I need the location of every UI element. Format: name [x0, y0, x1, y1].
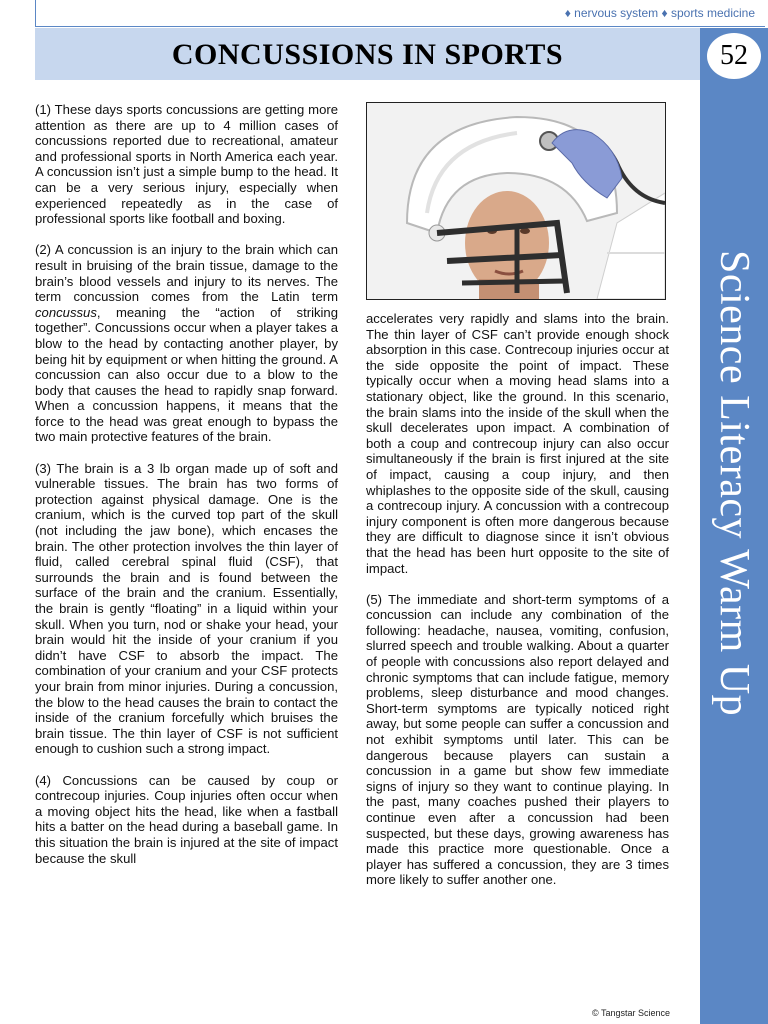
page-title: CONCUSSIONS IN SPORTS [171, 38, 564, 71]
series-title: Science Literacy Warm Up [711, 250, 757, 717]
latin-term: concussus [35, 304, 97, 320]
paragraph-2-text-b: , meaning the “action of striking together”. Concussions occur when a player takes a blow to the head by contacting another player, by being hit by equipment or when hitting the ground. A concussion can also occur due to a blow to the body that causes the head to rapidly snap forward. When a concussion happens, it means that the force to the head was great enough to bypass the two main protective features of the brain. [35, 304, 338, 445]
paragraph-4: (4) Concussions can be caused by coup or contrecoup injuries. Coup injuries often occur when a moving object hits the head, like when a fastball hits a batter on the head during a baseball game. In this situation the brain is injured at the site of impact because the skull [35, 772, 338, 866]
copyright-notice: © Tangstar Science [591, 1008, 670, 1018]
worksheet-number-badge: 52 [707, 33, 761, 79]
paragraph-2-text-a: (2) A concussion is an injury to the brain which can result in bruising of the brain tissue, damage to the brain’s blood vessels and injury to its nerves. The term concussion comes from the Latin term [35, 242, 338, 305]
article-column-right [366, 311, 669, 904]
topic-tags: ♦ nervous system ♦ sports medicine [35, 0, 765, 27]
helmet-examination-illustration [367, 103, 665, 299]
helmet-examination-photo [366, 102, 666, 300]
paragraph-4-continued: accelerates very rapidly and slams into the brain. The thin layer of CSF can’t provide enough shock absorption in this case. Contrecoup injuries occur at the side opposite the point of impact. These typically occur when a moving head slams into a stationary object, like the ground. In this scenario, the brain slams into the inside of the skull when the skull decelerates upon impact. A combination of both a coup and contrecoup injury can also occur simultaneously if the brain is first injured at the site of impact, causing a coup injury, and then whiplashes to the opposite side of the skull, causing a contrecoup injury. A concussion with a contrecoup injury component is often more dangerous because they are difficult to diagnose since it isn’t obvious that the head has been hurt opposite to the site of impact. [366, 311, 669, 576]
article-column-left [35, 102, 338, 882]
paragraph-3: (3) The brain is a 3 lb organ made up of soft and vulnerable tissues. The brain has two forms of protection against physical damage. One is the cranium, which is the curved top part of the skull (not including the jaw bone), which encases the brain. The other protection involves the thin layer of fluid, called cerebral spinal fluid (CSF), that surrounds the brain and is found between the surface of the brain and the cranium. Essentially, the brain is gently “floating” in a liquid within your skull. When you turn, nod or shake your head, your brain would hit the inside of your cranium if you didn’t have CSF to absorb the impact. The combination of your cranium and your CSF protects your brain from minor injuries. During a concussion, the blow to the head causes the brain to contact the inside of the cranium forcefully which bruises the brain tissue. The thin layer of CSF is not sufficient enough to cushion such a strong impact. [35, 460, 338, 757]
paragraph-2 [35, 242, 338, 445]
paragraph-1: (1) These days sports concussions are getting more attention as there are up to 4 million cases of concussions reported due to recreational, amateur and professional sports in North America each year. A concussion isn’t just a simple bump to the head. It can be a very serious injury, especially when experienced repeatedly as in the case of professional sports like football and boxing. [35, 102, 338, 227]
title-bar [35, 28, 700, 80]
paragraph-5: (5) The immediate and short-term symptoms of a concussion can include any combination of the following: headache, nausea, vomiting, confusion, slurred speech and trouble walking. About a quarter of people with concussions also report delayed and chronic symptoms that can include fatigue, memory problems, sleep disturbance and mood changes. Short-term symptoms are typically noticed right away, but some people can suffer a concussion and not exhibit symptoms until later. This can be dangerous because players can sustain a concussion in a game but show few immediate signs of injury so they want to continue playing. In the past, many coaches pushed their players to continue even after a concussion had been suspected, but these days, growing awareness has made this practice more questionable. Once a player has suffered a concussion, they are 3 times more likely to suffer another one. [366, 591, 669, 888]
